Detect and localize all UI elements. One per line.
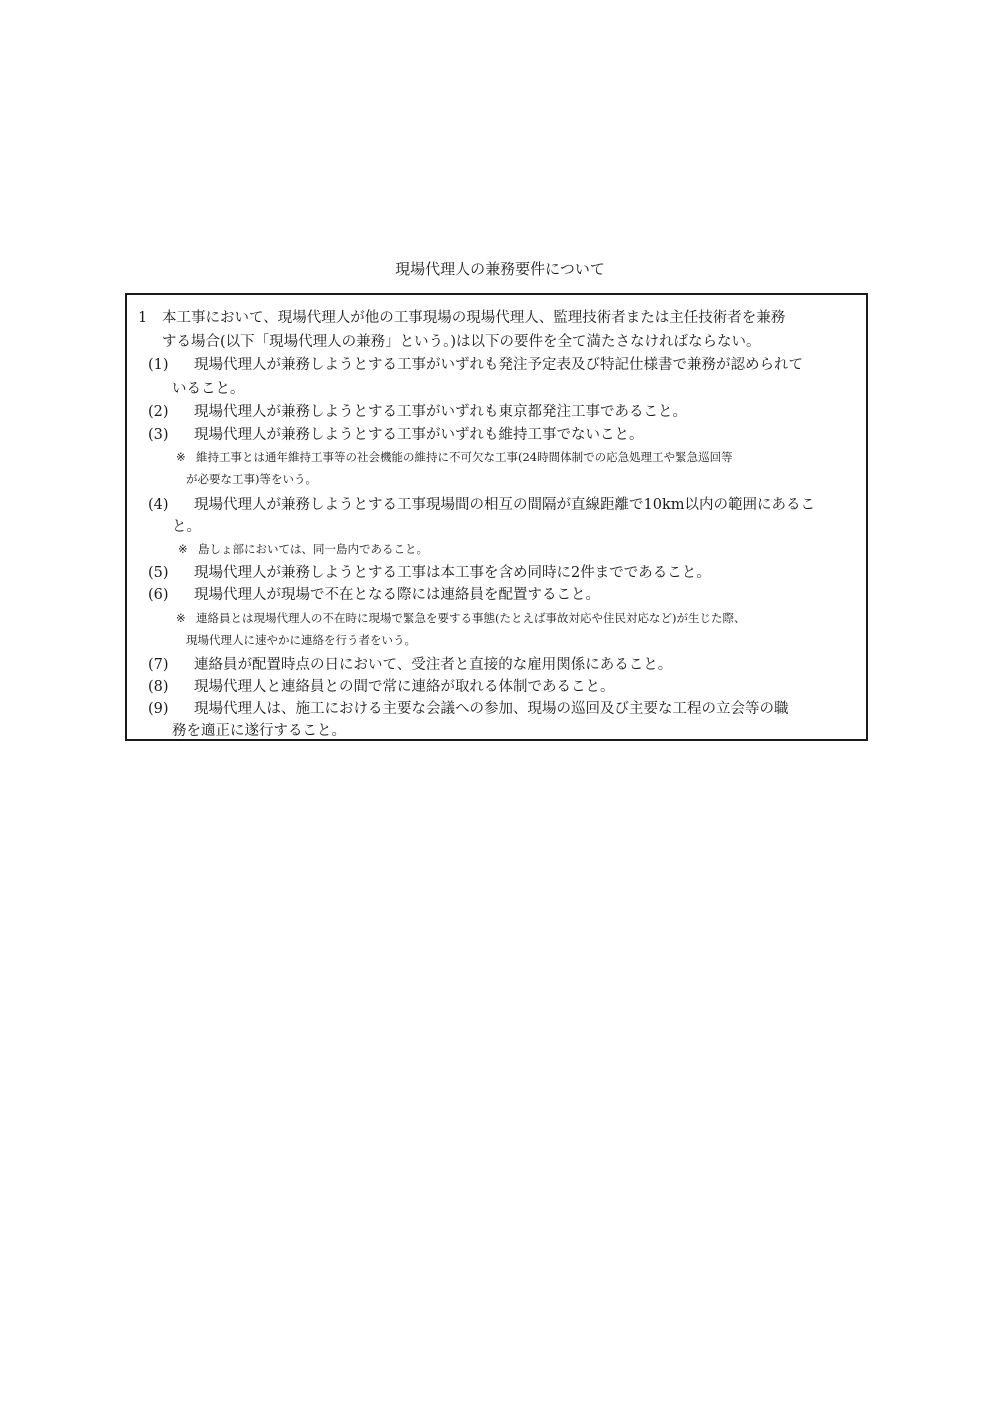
list-item-text: 現場代理人が兼務しようとする工事がいずれも発注予定表及び特記仕様書で兼務が認められて [194, 357, 803, 373]
note-text: 島しょ部においては、同一島内であること。 [198, 542, 428, 556]
list-item-3 [148, 425, 644, 445]
list-item-number: (8) [148, 679, 169, 695]
list-item-number: (4) [148, 497, 169, 513]
list-item-number: (7) [148, 657, 169, 673]
list-item-6 [148, 585, 600, 605]
list-item-4 [148, 495, 815, 515]
list-item-text: 現場代理人が兼務しようとする工事は本工事を含め同時に2件までであること。 [194, 565, 711, 581]
intro-line-1 [138, 308, 785, 328]
list-item-number: (6) [148, 587, 169, 603]
note-mark: ※ [178, 542, 188, 556]
list-item-number: (1) [148, 357, 169, 373]
list-item-text: 現場代理人が兼務しようとする工事がいずれも東京都発注工事であること。 [194, 404, 687, 420]
note-mark: ※ [176, 450, 186, 464]
requirements-box [125, 293, 868, 741]
note-text: 連絡員とは現場代理人の不在時に現場で緊急を要する事態(たとえば事故対応や住民対応など)が生じた際、 [196, 611, 746, 625]
page-title: 現場代理人の兼務要件について [395, 260, 605, 278]
list-item-2 [148, 402, 687, 422]
list-item-number: (3) [148, 427, 169, 443]
intro-text-1: 本工事において、現場代理人が他の工事現場の現場代理人、監理技術者または主任技術者を兼務 [162, 310, 786, 326]
intro-line-2: する場合(以下「現場代理人の兼務」という。)は以下の要件を全て満たさなければならない。 [162, 334, 761, 350]
list-item-7 [148, 655, 672, 675]
list-item-text: 現場代理人が兼務しようとする工事現場間の相互の間隔が直線距離で10km以内の範囲にあるこ [194, 497, 815, 513]
note-6-line-1 [176, 610, 745, 626]
list-item-8 [148, 677, 615, 697]
list-item-4-cont: と。 [172, 519, 201, 535]
list-item-5 [148, 563, 711, 583]
intro-number: 1 [138, 310, 148, 326]
note-3-line-1 [176, 449, 733, 465]
list-item-number: (5) [148, 565, 169, 581]
note-text: 維持工事とは通年維持工事等の社会機能の維持に不可欠な工事(24時間体制での応急処理工や緊急巡回等 [196, 450, 733, 464]
list-item-9-cont: 務を適正に遂行すること。 [172, 723, 346, 739]
list-item-1-cont: いること。 [172, 381, 245, 397]
list-item-number: (2) [148, 404, 169, 420]
list-item-text: 連絡員が配置時点の日において、受注者と直接的な雇用関係にあること。 [194, 657, 673, 673]
list-item-9 [148, 699, 789, 719]
list-item-text: 現場代理人が兼務しようとする工事がいずれも維持工事でないこと。 [194, 427, 644, 443]
note-mark: ※ [176, 611, 186, 625]
list-item-1 [148, 355, 803, 375]
list-item-number: (9) [148, 701, 169, 717]
list-item-text: 現場代理人が現場で不在となる際には連絡員を配置すること。 [194, 587, 600, 603]
list-item-text: 現場代理人と連絡員との間で常に連絡が取れる体制であること。 [194, 679, 615, 695]
note-3-line-2: が必要な工事)等をいう。 [186, 472, 317, 486]
note-4-line-1 [178, 541, 428, 557]
note-6-line-2: 現場代理人に速やかに連絡を行う者をいう。 [186, 633, 416, 647]
list-item-text: 現場代理人は、施工における主要な会議への参加、現場の巡回及び主要な工程の立会等の職 [194, 701, 789, 717]
